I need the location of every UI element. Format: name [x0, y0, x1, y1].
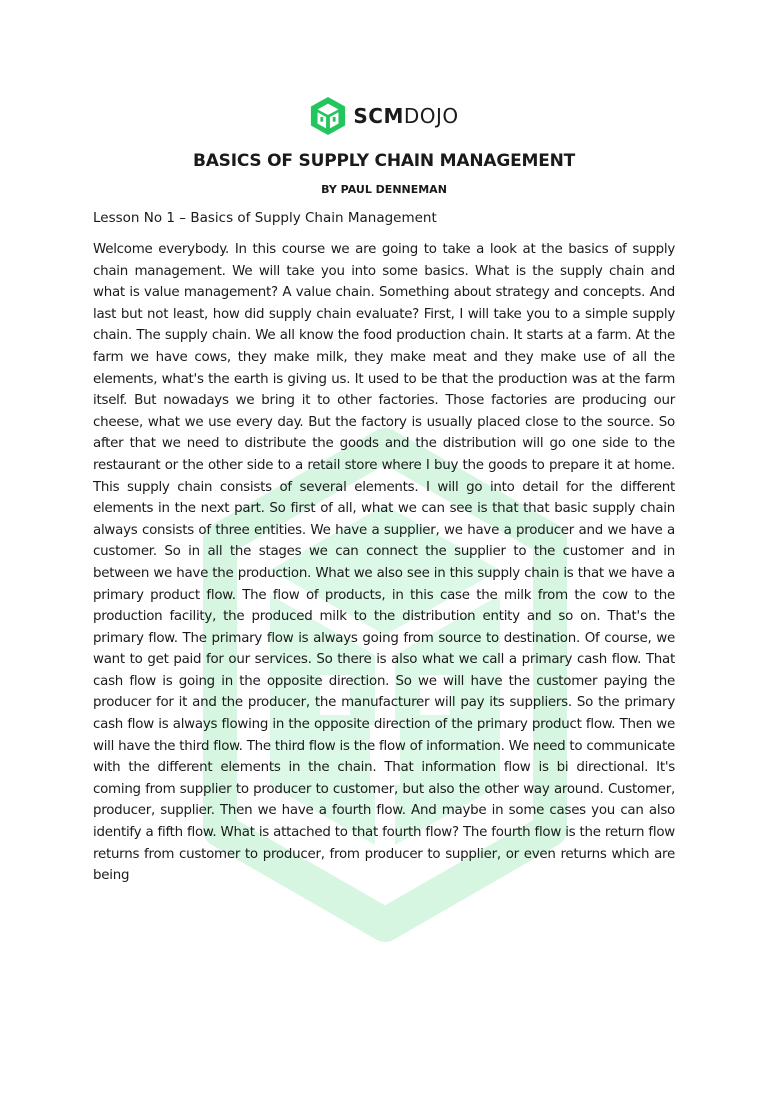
- brand-name-strong: SCM: [353, 104, 404, 128]
- logo: [93, 95, 675, 137]
- lesson-heading: Lesson No 1 – Basics of Supply Chain Management: [93, 210, 437, 226]
- document-page: [0, 95, 768, 887]
- body-paragraph: Welcome everybody. In this course we are going to take a look at the basics of supply chain management. We will take you into some basics. What is the supply chain and what is value management? A value chain. Something about strategy and concepts. And last but not least, how did supply chain evaluate? First, I will take you to a simple supply chain. The supply chain. We all know the food production chain. It starts at a farm. At the farm we have cows, they make milk, they make meat and they make use of all the elements, what's the earth is giving us. It used to be that the production was at the farm itself. But nowadays we bring it to other factories. Those factories are producing our cheese, what we use every day. But the factory is usually placed close to the source. So after that we need to distribute the goods and the distribution will go one side to the restaurant or the other side to a retail store where I buy the goods to prepare it at home. This supply chain consists of several elements. I will go into detail for the different elements in the next part. So first of all, what we can see is that that basic supply chain always consists of three entities. We have a supplier, we have a producer and we have a customer. So in all the stages we can connect the supplier to the customer and in between we have the production. What we also see in this supply chain is that we have a primary product flow. The flow of products, in this case the milk from the cow to the production facility, the produced milk to the distribution entity and so on. That's the primary flow. The primary flow is always going from source to destination. Of course, we want to get paid for our services. So there is also what we call a primary cash flow. That cash flow is going in the opposite direction. So we will have the customer paying the producer for it and the producer, the manufacturer will pay its suppliers. So the primary cash flow is always flowing in the opposite direction of the primary product flow. Then we will have the third flow. The third flow is the flow of information. We need to communicate with the different elements in the chain. That information flow is bi directional. It's coming from supplier to producer to customer, but also the other way around. Customer, producer, supplier. Then we have a fourth flow. And maybe in some cases you can also identify a fifth flow. What is attached to that fourth flow? The fourth flow is the return flow returns from customer to producer, from producer to supplier, or even returns which are being: [93, 242, 675, 884]
- brand-name: [353, 104, 458, 128]
- document-title: BASICS OF SUPPLY CHAIN MANAGEMENT: [192, 151, 576, 171]
- brand-name-light: DOJO: [403, 104, 459, 128]
- document-author: BY PAUL DENNEMAN: [321, 183, 447, 196]
- cube-hexagon-icon: [309, 96, 347, 136]
